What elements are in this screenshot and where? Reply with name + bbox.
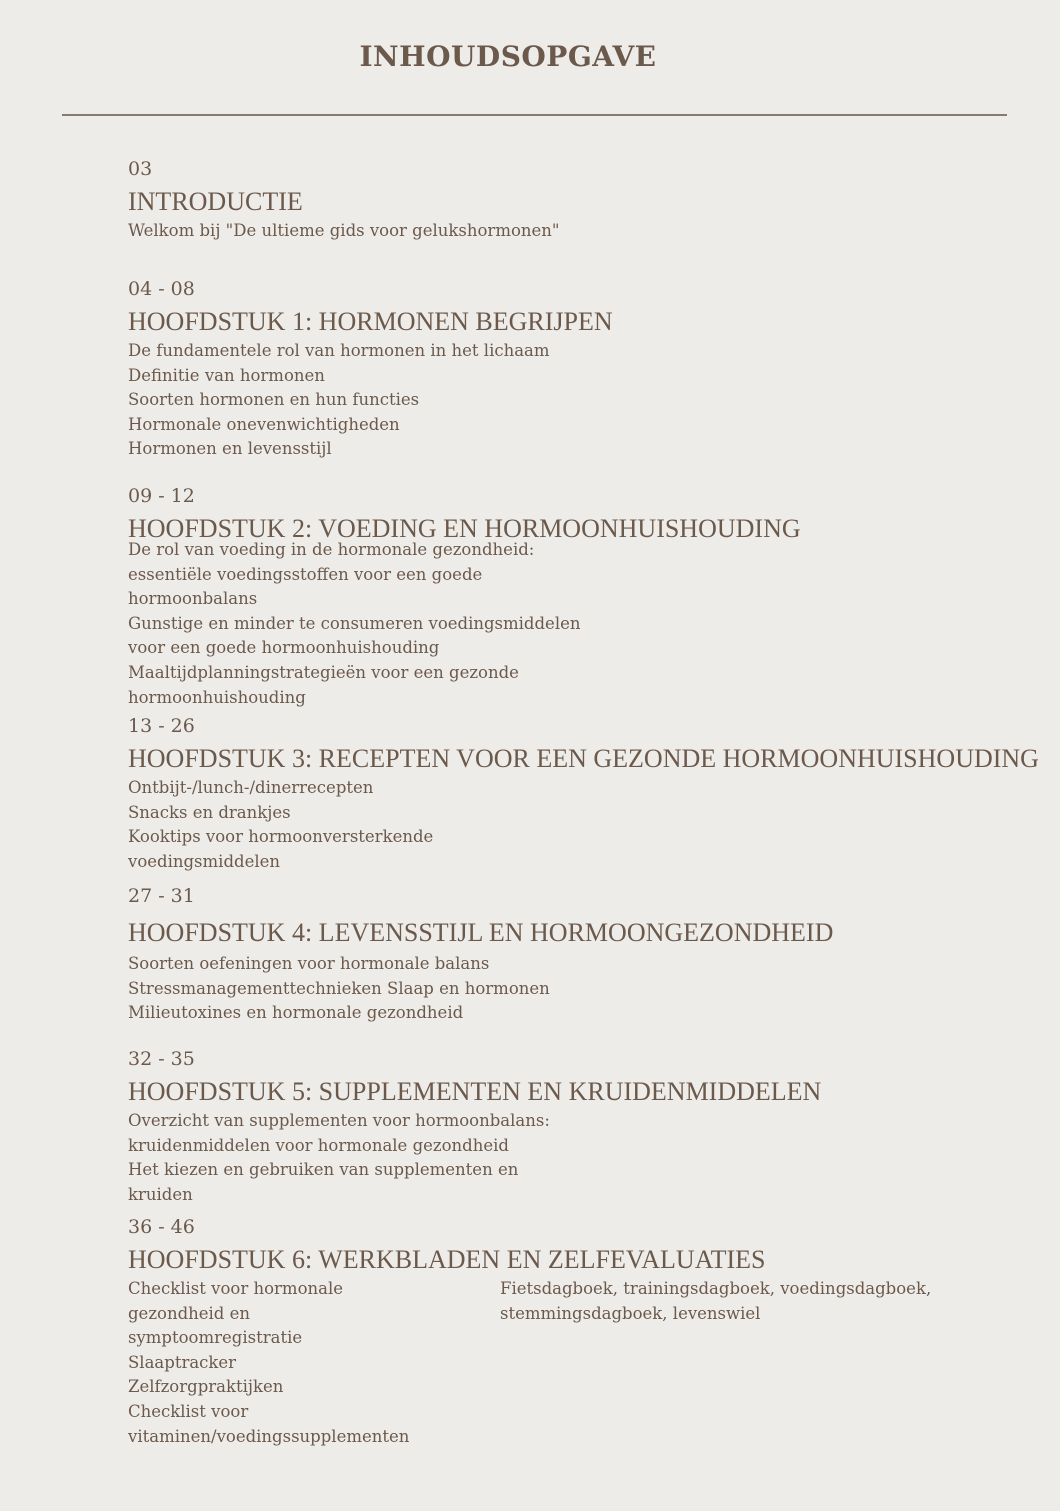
toc-item: Het kiezen en gebruiken van supplementen en [128, 1160, 519, 1180]
toc-item: Snacks en drankjes [128, 802, 291, 822]
toc-page-range: 04 - 08 [128, 278, 195, 300]
toc-heading: HOOFDSTUK 4: LEVENSSTIJL EN HORMOONGEZONDHEID [128, 918, 834, 947]
toc-page-range: 13 - 26 [128, 715, 195, 737]
toc-section-introductie [128, 157, 560, 244]
toc-item: Gunstige en minder te consumeren voedingsmiddelen [128, 613, 581, 633]
toc-item: voedingsmiddelen [128, 851, 280, 871]
toc-item: gezondheid en [128, 1303, 251, 1323]
toc-section-hoofdstuk-3 [128, 714, 1039, 874]
toc-item: essentiële voedingsstoffen voor een goede [128, 564, 483, 584]
title-divider [62, 114, 1007, 116]
toc-item: Soorten hormonen en hun functies [128, 390, 420, 410]
toc-item: hormoonhuishouding [128, 687, 306, 707]
toc-item: Kooktips voor hormoonversterkende [128, 827, 434, 847]
toc-heading: HOOFDSTUK 3: RECEPTEN VOOR EEN GEZONDE HORMOONHUISHOUDING [128, 744, 1039, 773]
toc-item-list [128, 538, 801, 710]
toc-heading: HOOFDSTUK 5: SUPPLEMENTEN EN KRUIDENMIDDELEN [128, 1077, 822, 1106]
toc-item: Zelfzorgpraktijken [128, 1377, 284, 1397]
toc-item: voor een goede hormoonhuishouding [128, 638, 440, 658]
toc-heading: HOOFDSTUK 6: WERKBLADEN EN ZELFEVALUATIES [128, 1245, 766, 1274]
toc-item: Fietsdagboek, trainingsdagboek, voedingsdagboek, [500, 1279, 932, 1298]
toc-section-hoofdstuk-4 [128, 884, 833, 1026]
toc-item: Hormonen en levensstijl [128, 439, 332, 459]
toc-item: kruidenmiddelen voor hormonale gezondheid [128, 1135, 509, 1155]
toc-item-list [128, 776, 1039, 874]
toc-item-list-left [128, 1277, 500, 1449]
toc-section-hoofdstuk-6 [128, 1215, 940, 1449]
toc-page-range: 09 - 12 [128, 485, 195, 507]
toc-page-range: 27 - 31 [128, 885, 195, 907]
toc-item: Definitie van hormonen [128, 365, 325, 385]
toc-page-range: 32 - 35 [128, 1048, 195, 1070]
toc-item: Soorten oefeningen voor hormonale balans [128, 954, 490, 973]
toc-section-hoofdstuk-1 [128, 277, 613, 462]
toc-item: De fundamentele rol van hormonen in het lichaam [128, 341, 550, 360]
page-title: INHOUDSOPGAVE [359, 40, 657, 73]
toc-item: Slaaptracker [128, 1352, 237, 1372]
toc-item: Overzicht van supplementen voor hormoonbalans: [128, 1111, 550, 1130]
toc-item: Welkom bij "De ultieme gids voor gelukshormonen" [128, 221, 560, 240]
toc-item: Milieutoxines en hormonale gezondheid [128, 1003, 464, 1023]
toc-heading: HOOFDSTUK 1: HORMONEN BEGRIJPEN [128, 307, 613, 336]
toc-item-list [128, 219, 560, 244]
toc-item-columns [128, 1277, 940, 1449]
toc-item: Checklist voor [128, 1401, 249, 1421]
toc-item: Stressmanagementtechnieken Slaap en hormonen [128, 978, 550, 998]
toc-item: symptoomregistratie [128, 1328, 303, 1348]
toc-item: Ontbijt-/lunch-/dinerrecepten [128, 778, 374, 797]
toc-item-list [128, 952, 833, 1026]
toc-item-list [128, 339, 613, 462]
toc-section-hoofdstuk-2 [128, 484, 801, 710]
toc-heading: INTRODUCTIE [128, 187, 303, 216]
toc-item-list-right [500, 1277, 940, 1449]
toc-item: Maaltijdplanningstrategieën voor een gezonde [128, 662, 519, 682]
toc-item: hormoonbalans [128, 589, 258, 609]
toc-heading: HOOFDSTUK 2: VOEDING EN HORMOONHUISHOUDING [128, 514, 801, 543]
toc-item: vitaminen/voedingssupplementen [128, 1426, 410, 1446]
toc-item: De rol van voeding in de hormonale gezondheid: [128, 540, 535, 559]
toc-item: Hormonale onevenwichtigheden [128, 414, 400, 434]
toc-page-range: 03 [128, 158, 153, 180]
toc-page-range: 36 - 46 [128, 1216, 195, 1238]
toc-item-list [128, 1109, 821, 1207]
toc-item: Checklist voor hormonale [128, 1279, 344, 1298]
toc-section-hoofdstuk-5 [128, 1047, 821, 1207]
toc-item: stemmingsdagboek, levenswiel [500, 1303, 761, 1323]
toc-item: kruiden [128, 1184, 193, 1204]
